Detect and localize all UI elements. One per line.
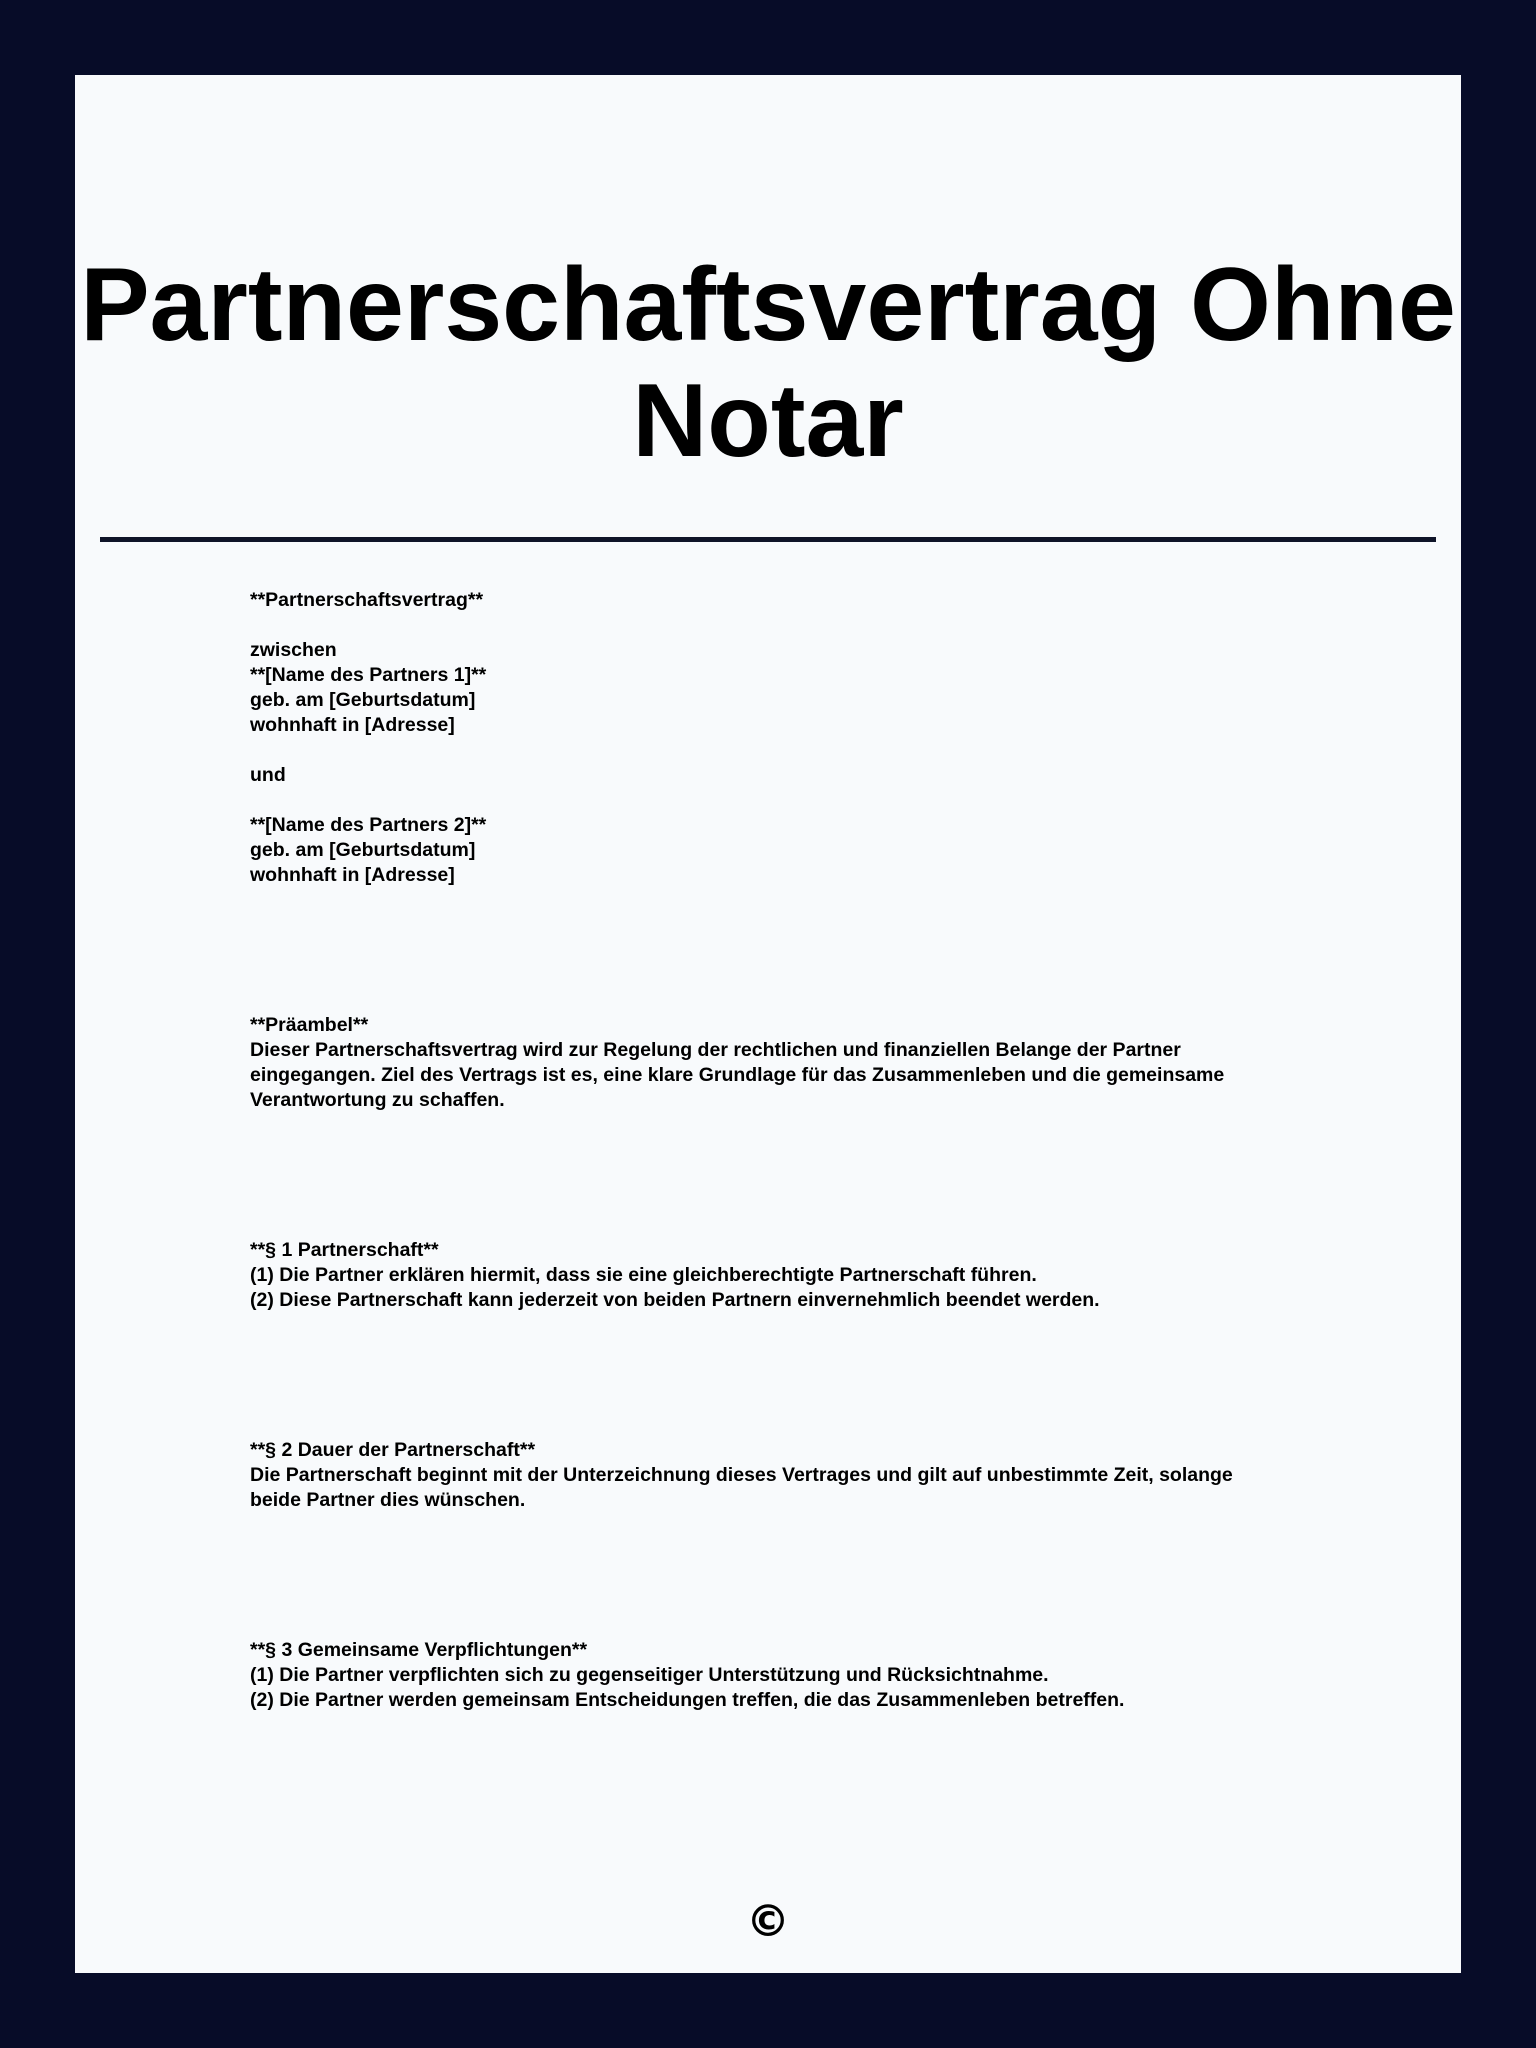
copyright-icon: ©: [746, 1896, 790, 1947]
partner1-name: **[Name des Partners 1]**: [250, 664, 487, 686]
section2-line: beide Partner dies wünschen.: [250, 1489, 526, 1511]
and-label: und: [250, 764, 286, 786]
between-label: zwischen: [250, 639, 337, 661]
document-page: [75, 75, 1461, 1973]
title-divider: [100, 537, 1436, 542]
section3-line: (2) Die Partner werden gemeinsam Entscheidungen treffen, die das Zusammenleben betreffen.: [250, 1689, 1125, 1711]
section1-line: (2) Diese Partnerschaft kann jederzeit von beiden Partnern einvernehmlich beendet werden.: [250, 1289, 1100, 1311]
section3-heading: **§ 3 Gemeinsame Verpflichtungen**: [250, 1639, 588, 1661]
preamble-line: Dieser Partnerschaftsvertrag wird zur Regelung der rechtlichen und finanziellen Belange der Partner: [250, 1039, 1181, 1061]
preamble-line: eingegangen. Ziel des Vertrags ist es, eine klare Grundlage für das Zusammenleben und die gemeinsame: [250, 1064, 1225, 1086]
preamble-line: Verantwortung zu schaffen.: [250, 1089, 505, 1111]
document-title: Partnerschaftsvertrag Ohne Notar: [80, 247, 1456, 479]
preamble-heading: **Präambel**: [250, 1014, 369, 1036]
section3-line: (1) Die Partner verpflichten sich zu gegenseitiger Unterstützung und Rücksichtnahme.: [250, 1664, 1049, 1686]
document-body: [250, 588, 1310, 1713]
partner2-birthdate: geb. am [Geburtsdatum]: [250, 839, 476, 861]
section1-line: (1) Die Partner erklären hiermit, dass sie eine gleichberechtigte Partnerschaft führen.: [250, 1264, 1037, 1286]
section1-heading: **§ 1 Partnerschaft**: [250, 1239, 439, 1261]
section2-heading: **§ 2 Dauer der Partnerschaft**: [250, 1439, 536, 1461]
partner1-birthdate: geb. am [Geburtsdatum]: [250, 689, 476, 711]
partner2-name: **[Name des Partners 2]**: [250, 814, 487, 836]
section2-line: Die Partnerschaft beginnt mit der Unterzeichnung dieses Vertrages und gilt auf unbestimmte Zeit, solange: [250, 1464, 1233, 1486]
partner1-address: wohnhaft in [Adresse]: [250, 714, 455, 736]
partner2-address: wohnhaft in [Adresse]: [250, 864, 455, 886]
contract-heading: **Partnerschaftsvertrag**: [250, 589, 484, 611]
